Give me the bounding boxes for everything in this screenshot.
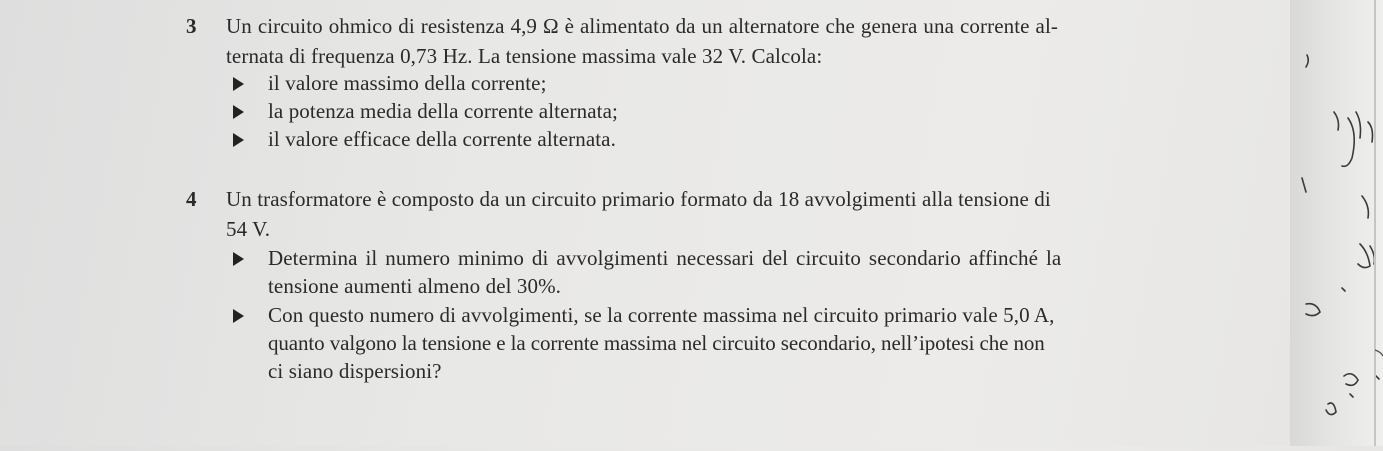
- bullet-arrow-icon: [233, 77, 244, 91]
- exercise-3-line-2: ternata di frequenza 0,73 Hz. La tensione massima vale 32 V. Calcola:: [226, 44, 823, 68]
- exercise-4-bullet-1-line-1: Determina il numero minimo di avvolgimenti necessari del circuito secondario affinché la: [268, 246, 1062, 270]
- exercise-3-line-1: Un circuito ohmico di resistenza 4,9 Ω è alimentato da un alternatore che genera una corrente al-: [226, 14, 1058, 38]
- handwritten-marks: [1290, 0, 1383, 446]
- bullet-arrow-icon: [233, 105, 244, 119]
- exercise-4-line-1: Un trasformatore è composto da un circuito primario formato da 18 avvolgimenti alla tensione di: [226, 187, 1051, 211]
- exercise-4-bullet-2-line-1: Con questo numero di avvolgimenti, se la corrente massima nel circuito primario vale 5,0 A,: [268, 303, 1055, 327]
- exercise-4-bullet-2-line-3: ci siano dispersioni?: [268, 359, 442, 383]
- bullet-arrow-icon: [233, 133, 244, 147]
- exercise-3-number: 3: [186, 14, 197, 38]
- bullet-arrow-icon: [233, 309, 244, 323]
- exercise-4-line-2: 54 V.: [226, 217, 271, 241]
- exercise-4-bullet-2-line-2: quanto valgono la tensione e la corrente massima nel circuito secondario, nell’ipotesi che non: [268, 331, 1045, 355]
- bullet-arrow-icon: [233, 252, 244, 266]
- exercise-4-bullet-1-line-2: tensione aumenti almeno del 30%.: [268, 274, 562, 298]
- exercise-3-bullet-2: la potenza media della corrente alternata;: [268, 99, 618, 123]
- exercise-3-bullet-1: il valore massimo della corrente;: [268, 71, 547, 95]
- exercise-3-bullet-3: il valore efficace della corrente alternata.: [268, 127, 616, 151]
- adjacent-notebook-page: [1290, 0, 1383, 446]
- exercise-4-number: 4: [186, 187, 197, 211]
